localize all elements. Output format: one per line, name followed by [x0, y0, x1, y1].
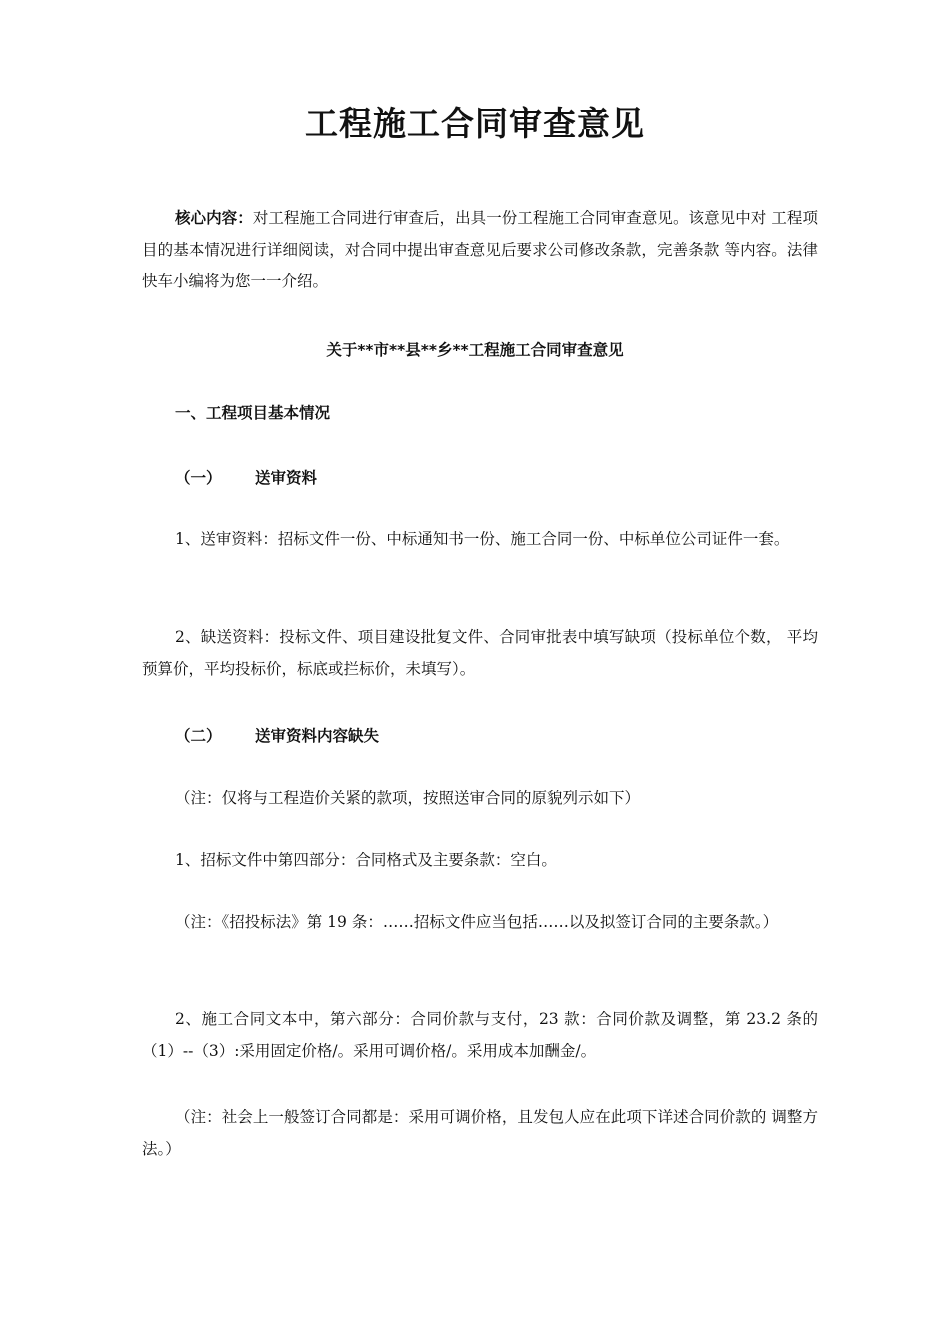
subsection2-heading: [175, 724, 379, 746]
document-title: 工程施工合同审查意见: [305, 104, 645, 143]
document-subtitle: 关于**市**县**乡**工程施工合同审查意见: [326, 341, 624, 359]
item4-paragraph: 2、施工合同文本中，第六部分：合同价款与支付，23 款：合同价款及调整，第 23.2 条的（1）--（3）:采用固定价格/。采用可调价格/。采用成本加酬金/。: [142, 1010, 818, 1060]
section1-heading: 一、工程项目基本情况: [175, 404, 331, 422]
intro-paragraph: [142, 203, 818, 298]
subsection2-number: （二）: [175, 727, 222, 745]
intro-text: 对工程施工合同进行审查后，出具一份工程施工合同审查意见。该意见中对 工程项目的基本情况进行详细阅读，对合同中提出审查意见后要求公司修改条款，完善条款 等内容。法律快车小编将为您一一介绍。: [142, 209, 818, 290]
note1-paragraph: （注：《招投标法》第 19 条：……招标文件应当包括……以及拟签订合同的主要条款。）: [175, 913, 779, 931]
subsection1-heading: [175, 466, 317, 488]
note2-paragraph: （注：社会上一般签订合同都是：采用可调价格，且发包人应在此项下详述合同价款的 调整方法。）: [142, 1108, 818, 1158]
item3-paragraph: 1、招标文件中第四部分：合同格式及主要条款：空白。: [175, 851, 557, 869]
subsection1-label: 送审资料: [255, 469, 318, 487]
item2-paragraph: 2、缺送资料：投标文件、项目建设批复文件、合同审批表中填写缺项（投标单位个数， 平均预算价，平均投标价，标底或拦标价，未填写）。: [142, 628, 818, 678]
subsection1-number: （一）: [175, 469, 222, 487]
intro-label: 核心内容：: [175, 209, 253, 227]
item1-paragraph: 1、送审资料：招标文件一份、中标通知书一份、施工合同一份、中标单位公司证件一套。: [175, 530, 790, 548]
subsection2-label: 送审资料内容缺失: [255, 727, 380, 745]
note0-paragraph: （注：仅将与工程造价关紧的款项，按照送审合同的原貌列示如下）: [175, 789, 641, 807]
